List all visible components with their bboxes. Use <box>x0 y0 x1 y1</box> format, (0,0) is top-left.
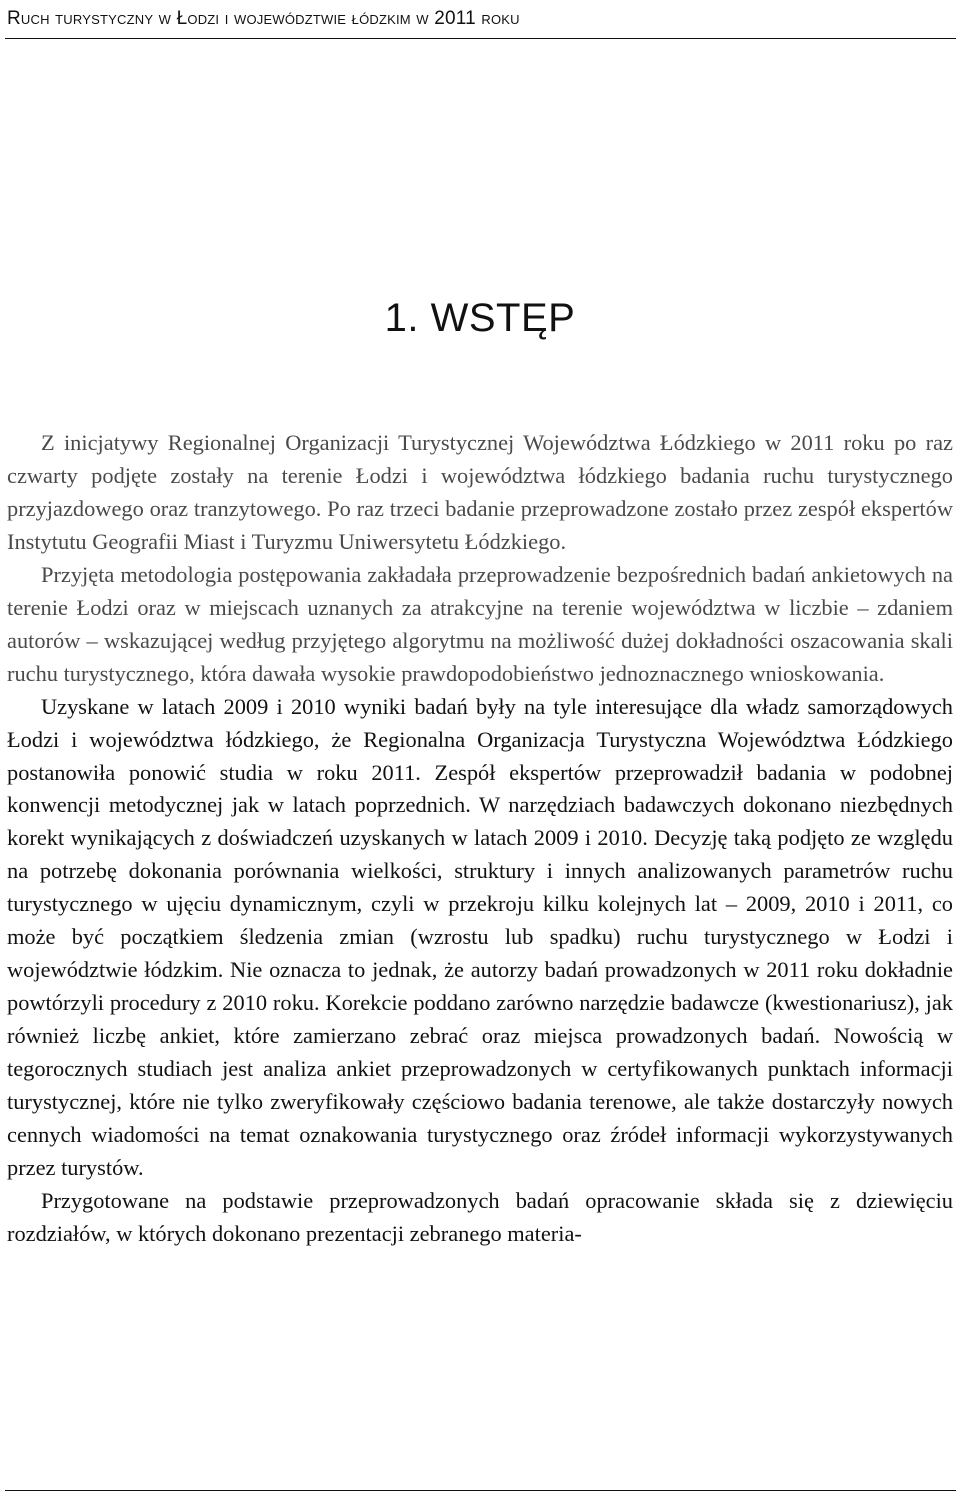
paragraph-intro: Z inicjatywy Regionalnej Organizacji Turystycznej Województwa Łódzkiego w 2011 roku po raz czwarty podjęte zostały na terenie Łodzi i województwa łódzkiego badania ruchu turystycznego przyjazdowego oraz tranzytowego. Po raz trzeci badanie przeprowadzone zostało przez zespół ekspertów Instytutu Geografii Miast i Turyzmu Uniwersytetu Łódzkiego. <box>7 430 953 554</box>
body-text <box>7 427 953 1251</box>
footer-divider <box>5 1490 956 1491</box>
section-title: 1. WSTĘP <box>384 296 576 340</box>
running-header: Ruch turystyczny w Łodzi i województwie łódzkim w 2011 roku <box>7 8 520 29</box>
header-divider <box>5 38 956 39</box>
paragraph-methodology: Przyjęta metodologia postępowania zakładała przeprowadzenie bezpośrednich badań ankietowych na terenie Łodzi oraz w miejscach uznanych za atrakcyjne na terenie województwa w liczbie – zdaniem autorów – wskazującej według przyjętego algorytmu na możliwość dużej dokładności oszacowania skali ruchu turystycznego, która dawała wysokie prawdopodobieństwo jednoznacznego wnioskowania. <box>7 561 953 686</box>
paragraph-structure: Przygotowane na podstawie przeprowadzonych badań opracowanie składa się z dziewięciu rozdziałów, w których dokonano prezentacji zebranego materia- <box>7 1187 953 1246</box>
paragraph-results: Uzyskane w latach 2009 i 2010 wyniki badań były na tyle interesujące dla władz samorządowych Łodzi i województwa łódzkiego, że Regionalna Organizacja Turystyczna Województwa Łódzkiego postanowiła ponowić studia w roku 2011. Zespół ekspertów przeprowadził badania w podobnej konwencji metodycznej jak w latach poprzednich. W narzędziach badawczych dokonano niezbędnych korekt wynikających z doświadczeń uzyskanych w latach 2009 i 2010. Decyzję taką podjęto ze względu na potrzebę dokonania porównania wielkości, struktury i innych analizowanych parametrów ruchu turystycznego w ujęciu dynamicznym, czyli w przekroju kilku kolejnych lat – 2009, 2010 i 2011, co może być początkiem śledzenia zmian (wzrostu lub spadku) ruchu turystycznego w Łodzi i województwie łódzkim. Nie oznacza to jednak, że autorzy badań prowadzonych w 2011 roku dokładnie powtórzyli procedury z 2010 roku. Korekcie poddano zarówno narzędzie badawcze (kwestionariusz), jak również liczbę ankiet, które zamierzano zebrać oraz miejsca prowadzonych badań. Nowością w tegorocznych studiach jest analiza ankiet przeprowadzonych w certyfikowanych punktach informacji turystycznej, które nie tylko zweryfikowały częściowo badania terenowe, ale także dostarczyły nowych cennych wiadomości na temat oznakowania turystycznego oraz źródeł informacji wykorzystywanych przez turystów. <box>7 693 953 1180</box>
